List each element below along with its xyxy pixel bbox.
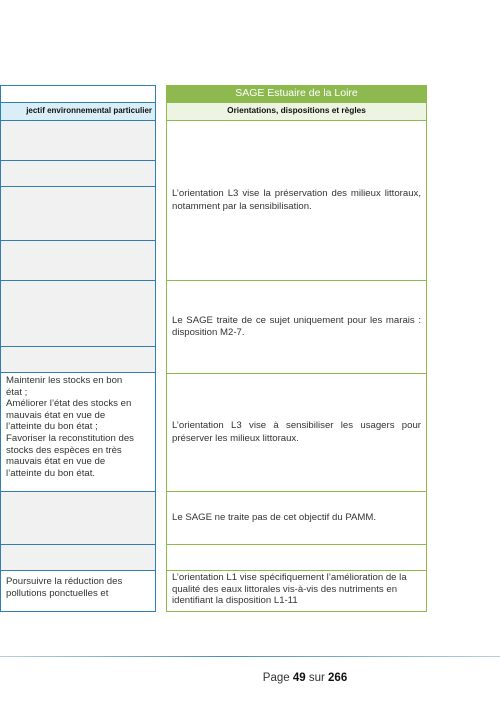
right-table-cell bbox=[166, 545, 427, 571]
right-cell-text: Le SAGE traite de ce sujet uniquement pour les marais : disposition M2-7. bbox=[172, 314, 421, 338]
left-table-cell bbox=[0, 121, 156, 161]
right-cell-text: L’orientation L1 vise spécifiquement l’amélioration de la qualité des eaux littorales vis-à-vis des nutriments en identifiant la disposition L1-11 bbox=[172, 572, 407, 607]
right-table-cell bbox=[166, 492, 427, 545]
left-table-cell bbox=[0, 241, 156, 281]
left-table-cell bbox=[0, 161, 156, 187]
right-table-cell bbox=[166, 374, 427, 492]
right-table-subheader: Orientations, dispositions et règles bbox=[166, 103, 427, 121]
left-table-cell-stocks: Maintenir les stocks en bon état ; Améliorer l’état des stocks en mauvais état en vue de l’atteinte du bon état ; Favoriser la reconstitution des stocks des espèces en très mauvais état en vue de l’atteinte du bon état. bbox=[0, 373, 156, 492]
right-cell-text: Le SAGE ne traite pas de cet objectif du PAMM. bbox=[172, 511, 377, 523]
left-table-cell bbox=[0, 492, 156, 545]
page-word: Page bbox=[262, 672, 290, 684]
right-cell-text: L’orientation L3 vise la préservation des milieux littoraux, notamment par la sensibilisation. bbox=[172, 188, 421, 212]
footer-rule bbox=[0, 656, 500, 657]
right-table-cell bbox=[166, 121, 427, 281]
left-table-subheader: jectif environnemental particulier bbox=[0, 103, 156, 121]
right-cell-text: L’orientation L3 vise à sensibiliser les usagers pour préserver les milieux littoraux. bbox=[172, 420, 421, 444]
left-table-cell bbox=[0, 347, 156, 373]
page-total: 266 bbox=[328, 672, 348, 684]
right-table-cell bbox=[166, 571, 427, 612]
right-table-cell bbox=[166, 281, 427, 374]
page-number bbox=[0, 672, 500, 684]
page-current: 49 bbox=[292, 672, 306, 684]
left-table-header bbox=[0, 85, 156, 103]
left-table-cell bbox=[0, 545, 156, 571]
page-sep: sur bbox=[308, 672, 325, 684]
right-table-title: SAGE Estuaire de la Loire bbox=[166, 85, 427, 103]
left-table-cell-pollutions: Poursuivre la réduction des pollutions ponctuelles et bbox=[0, 571, 156, 612]
left-table-cell bbox=[0, 187, 156, 241]
left-table-cell bbox=[0, 281, 156, 347]
